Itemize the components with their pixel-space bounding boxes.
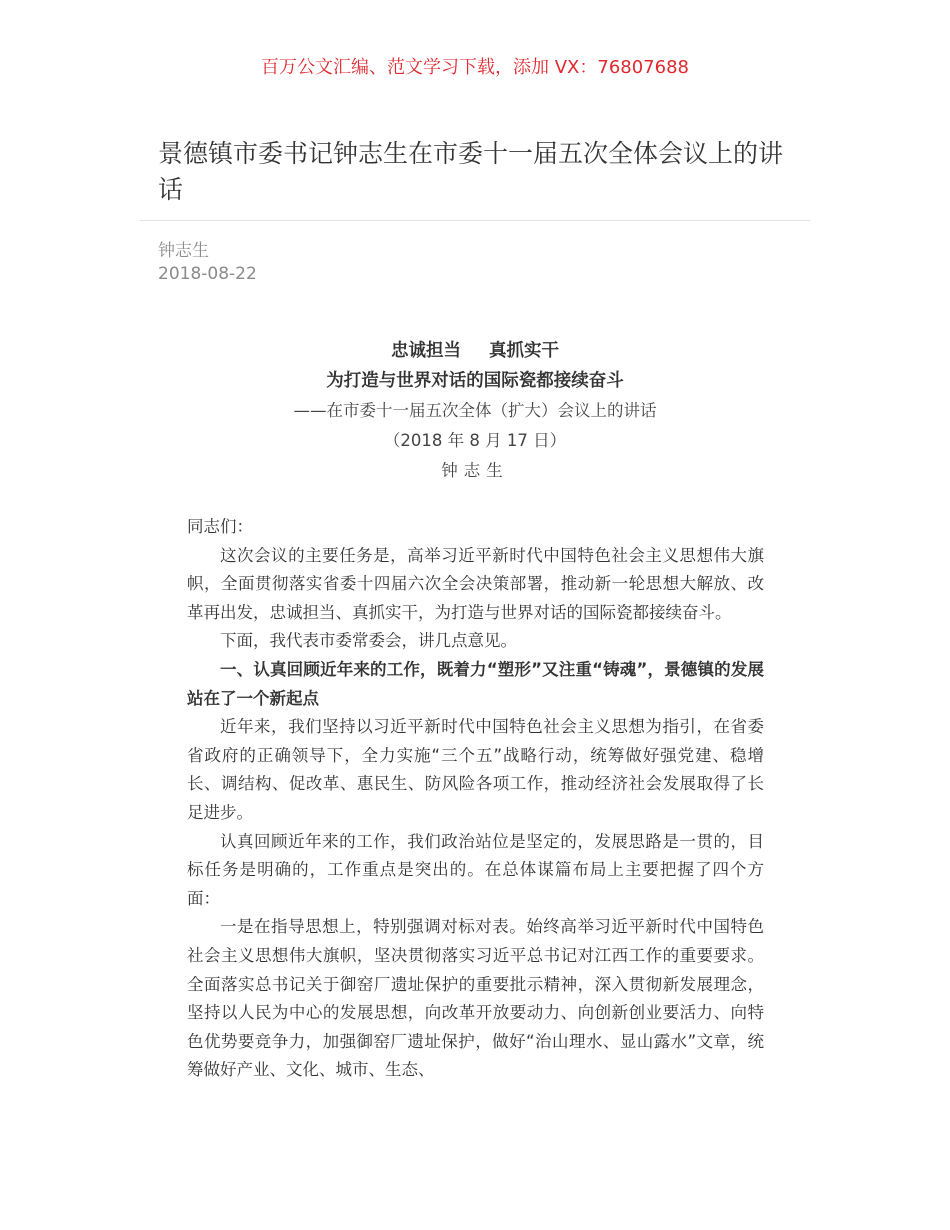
paragraph: 下面，我代表市委常委会，讲几点意见。 [220, 631, 517, 651]
promo-banner: 百万公文汇编、范文学习下载，添加 VX：76807688 [261, 57, 689, 78]
article-author: 钟志生 [158, 241, 209, 261]
speech-heading [0, 336, 950, 486]
speech-subtitle: ——在市委十一届五次全体（扩大）会议上的讲话 [293, 401, 657, 420]
speech-body [187, 513, 764, 1085]
title-divider [140, 220, 810, 221]
article-date: 2018-08-22 [158, 264, 257, 284]
speech-title-part1: 忠诚担当 [391, 341, 461, 361]
paragraph: 这次会议的主要任务是，高举习近平新时代中国特色社会主义思想伟大旗帜，全面贯彻落实省委十四届六次全会决策部署，推动新一轮思想大解放、改革再出发，忠诚担当、真抓实干，为打造与世界对话的国际瓷都接续奋斗。 [187, 545, 764, 622]
speech-title-line1 [0, 336, 950, 366]
paragraph: 一是在指导思想上，特别强调对标对表。始终高举习近平新时代中国特色社会主义思想伟大旗帜，坚决贯彻落实习近平总书记对江西工作的重要要求。全面落实总书记关于御窑厂遗址保护的重要批示精神，深入贯彻新发展理念，坚持以人民为中心的发展思想，向改革开放要动力、向创新创业要活力、向特色优势要竞争力，加强御窑厂遗址保护，做好“治山理水、显山露水”文章，统筹做好产业、文化、城市、生态、 [187, 917, 764, 1080]
paragraph: 近年来，我们坚持以习近平新时代中国特色社会主义思想为指引，在省委省政府的正确领导下，全力实施“三个五”战略行动，统筹做好强党建、稳增长、调结构、促改革、惠民生、防风险各项工作，推动经济社会发展取得了长足进步。 [187, 717, 764, 822]
article-title: 景德镇市委书记钟志生在市委十一届五次全体会议上的讲话 [158, 139, 784, 204]
speech-speaker: 钟志生 [441, 461, 509, 480]
salutation: 同志们： [187, 517, 253, 536]
section-heading: 一、认真回顾近年来的工作，既着力“塑形”又注重“铸魂”，景德镇的发展站在了一个新起点 [187, 659, 764, 708]
speech-title-line2: 为打造与世界对话的国际瓷都接续奋斗 [326, 371, 624, 391]
speech-date: （2018 年 8 月 17 日） [383, 431, 567, 450]
paragraph: 认真回顾近年来的工作，我们政治站位是坚定的，发展思路是一贯的，目标任务是明确的，工作重点是突出的。在总体谋篇布局上主要把握了四个方面： [187, 831, 764, 908]
speech-title-part2: 真抓实干 [489, 341, 559, 361]
